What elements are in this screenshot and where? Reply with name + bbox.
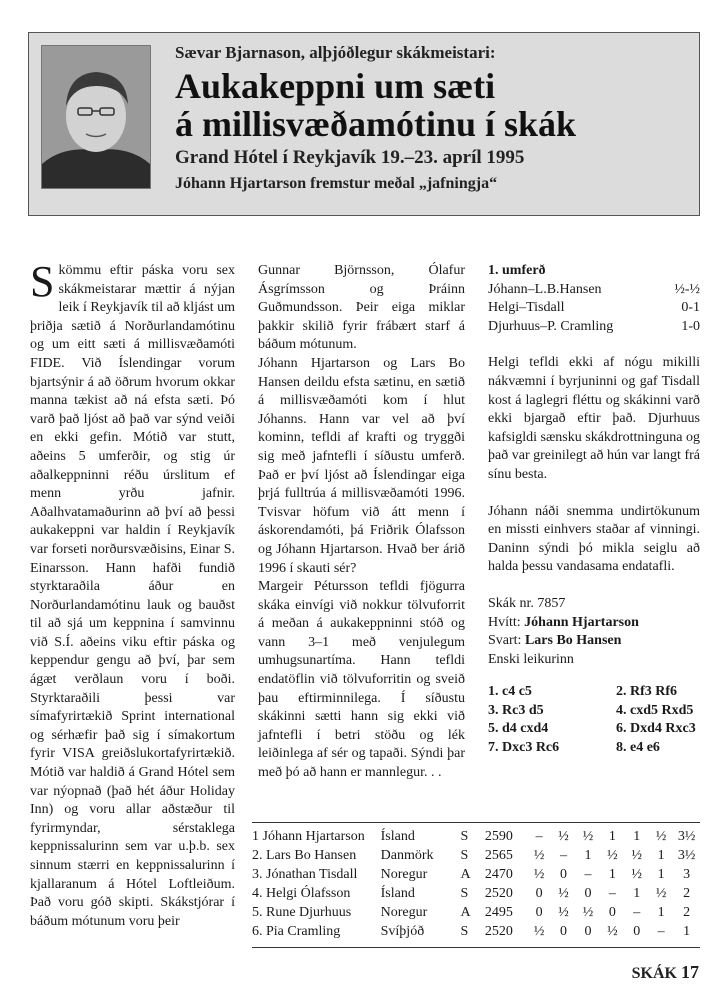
- move: 5. d4 cxd4: [488, 721, 549, 737]
- page-number: 17: [681, 962, 699, 982]
- result-cell: 1: [657, 905, 665, 920]
- player-rating: 2590: [484, 829, 513, 844]
- move: 3. Rc3 d5: [488, 702, 544, 718]
- article-title: [175, 67, 695, 143]
- result-score: 1-0: [681, 318, 700, 334]
- player-name-text: Lars Bo Hansen: [266, 848, 357, 863]
- result-row: [488, 281, 700, 300]
- column-1-text: kömmu eftir páska voru sex skákmeistarar mættir á nýjan leik í Reykjavík til að kljást um þriðja sætið á Norðurlandamótinu og um eitt sæti á millisvæðamóti FIDE. Við Íslendingar vorum bjartsýnir á að öðrum hvorum okkar manna tækist að ná efsta sæti. Þó varð það ljóst að það var sýnd veiði en ekki gefin. Mótið var stutt, aðeins 5 umferðir, og stig úr aðalkeppninni réðu úrslitum ef menn yrðu jafnir. Aðalhvatamaðurinn að því að þessi aukakeppni var haldin í Reykjavík var forseti norðursvæðisins, Einar S. Einarsson. Hann hafði fundið styrktaraðila áður en Norðurlandamótinu lauk og bauðst til að sjá um keppnina í samvinnu við S.Í. aðeins viku eftir páska og keppendur gengu að því, þar sem ágæt verðlaun voru í boði. Styrktaraðili þessi var símafyrirtækið Sprint international og sérhæfir það sig í símakortum fyrir VISA greiðslukortafyrirtækið. Mótið var haldið á Grand Hótel sem var nýopnað (það hét áður Holiday Inn) og voru allar aðstæður til fyrirmyndar, sérstaklega keppnissalurinn sem var u.þ.b. sex sinnum stærri en keppnissalurinn í kjallaranum á Hótel Loftleiðum. Það voru góð skipti. Skákstjórar í báðum mótunum voru þeir: [30, 263, 236, 929]
- column-2-paragraph-2: Jóhann Hjartarson og Lars Bo Hansen deildu efsta sætinu, en sætið á millisvæðamóti kom í hlut Jóhanns. Hann var vel að því kominn, tefldi af krafti og tryggði sig með jafntefli í síðustu umferð. Það er því ljóst að Íslendingar eiga þrjá fulltrúa á millisvæðamóti 1996. Tvisvar höfum við átt menn í áskorendamóti, þá Friðrik Ólafsson og Jóhann Hjartarson. Hvað ber árið 1996 í skauti sér?: [258, 355, 465, 576]
- result-cell: 0: [535, 886, 543, 901]
- player-name: [252, 903, 381, 922]
- player-rating: 2470: [484, 867, 513, 882]
- result-pair: Helgi–Tisdall: [488, 300, 565, 316]
- player-rank: 3.: [252, 867, 263, 882]
- result-cell: ½: [558, 829, 569, 844]
- player-title: A: [460, 905, 471, 920]
- magazine-name: SKÁK: [631, 965, 677, 982]
- result-cell: 0: [560, 867, 568, 882]
- result-cell: ½: [533, 848, 545, 863]
- result-cell: ½: [558, 905, 569, 920]
- result-row: [488, 318, 700, 337]
- player-rank: 5.: [252, 905, 263, 920]
- white-label: Hvítt:: [488, 614, 521, 630]
- white-player: Jóhann Hjartarson: [524, 614, 639, 630]
- black-player-line: [488, 632, 700, 651]
- column-2-paragraph-3: Margeir Pétursson tefldi fjögurra skáka einvígi við nokkur tölvuforrit á meðan á aukakeppninni stóð og vann 3–1 með venjulegum umhugsunartíma. Hann tefldi endatöflin við tölvuforritin og sveið þau eftirminnilega. Í síðustu skákinni sætti hann sig ekki við jafntefli í betri stöðu og lék leiðinlega af sér og tapaði. Sýndi þar með þó að hann er mannlegur. . .: [258, 579, 465, 781]
- result-cell: –: [633, 905, 641, 920]
- result-cell: 0: [633, 924, 641, 939]
- player-name: [252, 846, 381, 865]
- column-2: [258, 262, 465, 783]
- player-name: [252, 865, 381, 884]
- move: 8. e4 e6: [616, 740, 660, 756]
- move: 6. Dxd4 Rxc3: [616, 721, 696, 737]
- article-header: [28, 32, 700, 216]
- crosstable-row: [252, 922, 700, 941]
- author-byline: Sævar Bjarnason, alþjóðlegur skákmeistari:: [175, 43, 496, 62]
- result-cell: –: [560, 848, 568, 863]
- crosstable-table: [252, 827, 700, 941]
- crosstable-row: [252, 846, 700, 865]
- game-moves: [488, 683, 700, 757]
- result-cell: ½: [655, 886, 667, 901]
- result-cell: 1: [657, 848, 665, 863]
- title-line-1: Aukakeppni um sæti: [175, 66, 496, 106]
- player-rank: 1: [252, 829, 259, 844]
- author-photo: [41, 45, 151, 189]
- crosstable-row: [252, 865, 700, 884]
- total-score: 3: [683, 867, 691, 882]
- player-title: S: [460, 886, 469, 901]
- article-subtitle-2: Jóhann Hjartarson fremstur meðal „jafningja“: [175, 175, 498, 192]
- result-cell: 1: [584, 848, 592, 863]
- crosstable-row: [252, 903, 700, 922]
- column-3-paragraph-1: Helgi tefldi ekki af nógu mikilli nákvæmni í byrjuninni og gaf Tisdall kost á laglegri fléttu og skákinni varð ekki bjargað eftir það. Djurhuus kafsigldi sænsku skákdrottninguna og það var greinilegt að hún var langt frá sínu besta.: [488, 355, 700, 482]
- black-label: Svart:: [488, 633, 522, 649]
- player-name: [252, 827, 381, 846]
- player-name-text: Helgi Ólafsson: [266, 886, 351, 901]
- result-cell: 0: [608, 905, 616, 920]
- total-score: 2: [683, 886, 691, 901]
- player-country: Svíþjóð: [380, 924, 425, 939]
- player-country: Ísland: [380, 829, 415, 844]
- result-cell: –: [608, 886, 616, 901]
- result-cell: 0: [584, 924, 592, 939]
- result-cell: ½: [533, 924, 545, 939]
- crosstable: [252, 822, 700, 948]
- move: 2. Rf3 Rf6: [616, 684, 678, 700]
- title-line-2: á millisvæðamótinu í skák: [175, 104, 577, 144]
- result-cell: ½: [607, 924, 618, 939]
- result-score: ½-½: [674, 281, 700, 297]
- column-3-paragraph-2: Jóhann náði snemma undirtökunum en missti einhvers staðar af vinningi. Daninn sýndi þó mikla seiglu að halda þessu vandasama endatafli.: [488, 503, 700, 575]
- total-score: 3½: [677, 848, 696, 863]
- result-cell: ½: [655, 829, 667, 844]
- column-2-paragraph-1: Gunnar Björnsson, Ólafur Ásgrímsson og Þráinn Guðmundsson. Þeir eiga miklar þakkir skilið fyrir frábært starf á báðum mótunum.: [258, 263, 465, 353]
- player-name: [252, 884, 381, 903]
- player-rating: 2565: [484, 848, 513, 863]
- player-title: S: [460, 829, 469, 844]
- column-3: [488, 262, 700, 758]
- result-cell: –: [584, 867, 592, 882]
- round-results: [488, 281, 700, 337]
- player-title: S: [460, 924, 469, 939]
- player-rank: 2.: [252, 848, 263, 863]
- player-rating: 2520: [484, 924, 513, 939]
- opening-name: Enski leikurinn: [488, 651, 574, 667]
- result-cell: ½: [631, 848, 642, 863]
- result-cell: 1: [608, 867, 616, 882]
- column-1-paragraph: [30, 257, 236, 931]
- white-player-line: [488, 614, 700, 633]
- total-score: 2: [683, 905, 691, 920]
- game-number: Skák nr. 7857: [488, 595, 566, 611]
- round-title: 1. umferð: [488, 263, 546, 278]
- result-cell: –: [657, 924, 665, 939]
- page-footer: [632, 962, 699, 983]
- move: 1. c4 c5: [488, 684, 532, 700]
- result-cell: ½: [533, 867, 545, 882]
- player-name-text: Pia Cramling: [266, 924, 341, 939]
- result-pair: Jóhann–L.B.Hansen: [488, 281, 602, 297]
- drop-cap: S: [30, 257, 55, 306]
- player-rank: 6.: [252, 924, 263, 939]
- result-row: [488, 299, 700, 318]
- crosstable-row: [252, 827, 700, 846]
- black-player: Lars Bo Hansen: [524, 633, 622, 649]
- article-subtitle: Grand Hótel í Reykjavík 19.–23. apríl 1995: [175, 147, 525, 168]
- result-score: 0-1: [681, 300, 700, 316]
- player-country: Danmörk: [380, 848, 434, 863]
- result-cell: ½: [558, 886, 569, 901]
- result-cell: ½: [607, 848, 618, 863]
- player-rating: 2520: [484, 886, 513, 901]
- result-cell: 0: [535, 905, 543, 920]
- result-pair: Djurhuus–P. Cramling: [488, 318, 614, 334]
- portrait-image: [42, 46, 150, 188]
- player-name-text: Rune Djurhuus: [266, 905, 352, 920]
- player-title: A: [460, 867, 471, 882]
- result-cell: 1: [608, 829, 616, 844]
- result-cell: 1: [633, 829, 641, 844]
- player-country: Noregur: [380, 867, 428, 882]
- total-score: 1: [683, 924, 691, 939]
- crosstable-row: [252, 884, 700, 903]
- move: 4. cxd5 Rxd5: [616, 702, 694, 718]
- player-rank: 4.: [252, 886, 263, 901]
- player-country: Ísland: [380, 886, 415, 901]
- result-cell: ½: [582, 829, 594, 844]
- game-info: [488, 595, 700, 669]
- result-cell: ½: [582, 905, 594, 920]
- player-name-text: Jóhann Hjartarson: [262, 829, 365, 844]
- player-country: Noregur: [380, 905, 428, 920]
- column-1: [30, 257, 236, 931]
- total-score: 3½: [677, 829, 696, 844]
- result-cell: ½: [631, 867, 642, 882]
- player-title: S: [460, 848, 469, 863]
- result-cell: 1: [633, 886, 641, 901]
- player-rating: 2495: [484, 905, 513, 920]
- player-name-text: Jónathan Tisdall: [266, 867, 358, 882]
- result-cell: 1: [657, 867, 665, 882]
- player-name: [252, 922, 381, 941]
- result-cell: –: [535, 829, 543, 844]
- move: 7. Dxc3 Rc6: [488, 740, 560, 756]
- result-cell: 0: [560, 924, 568, 939]
- result-cell: 0: [584, 886, 592, 901]
